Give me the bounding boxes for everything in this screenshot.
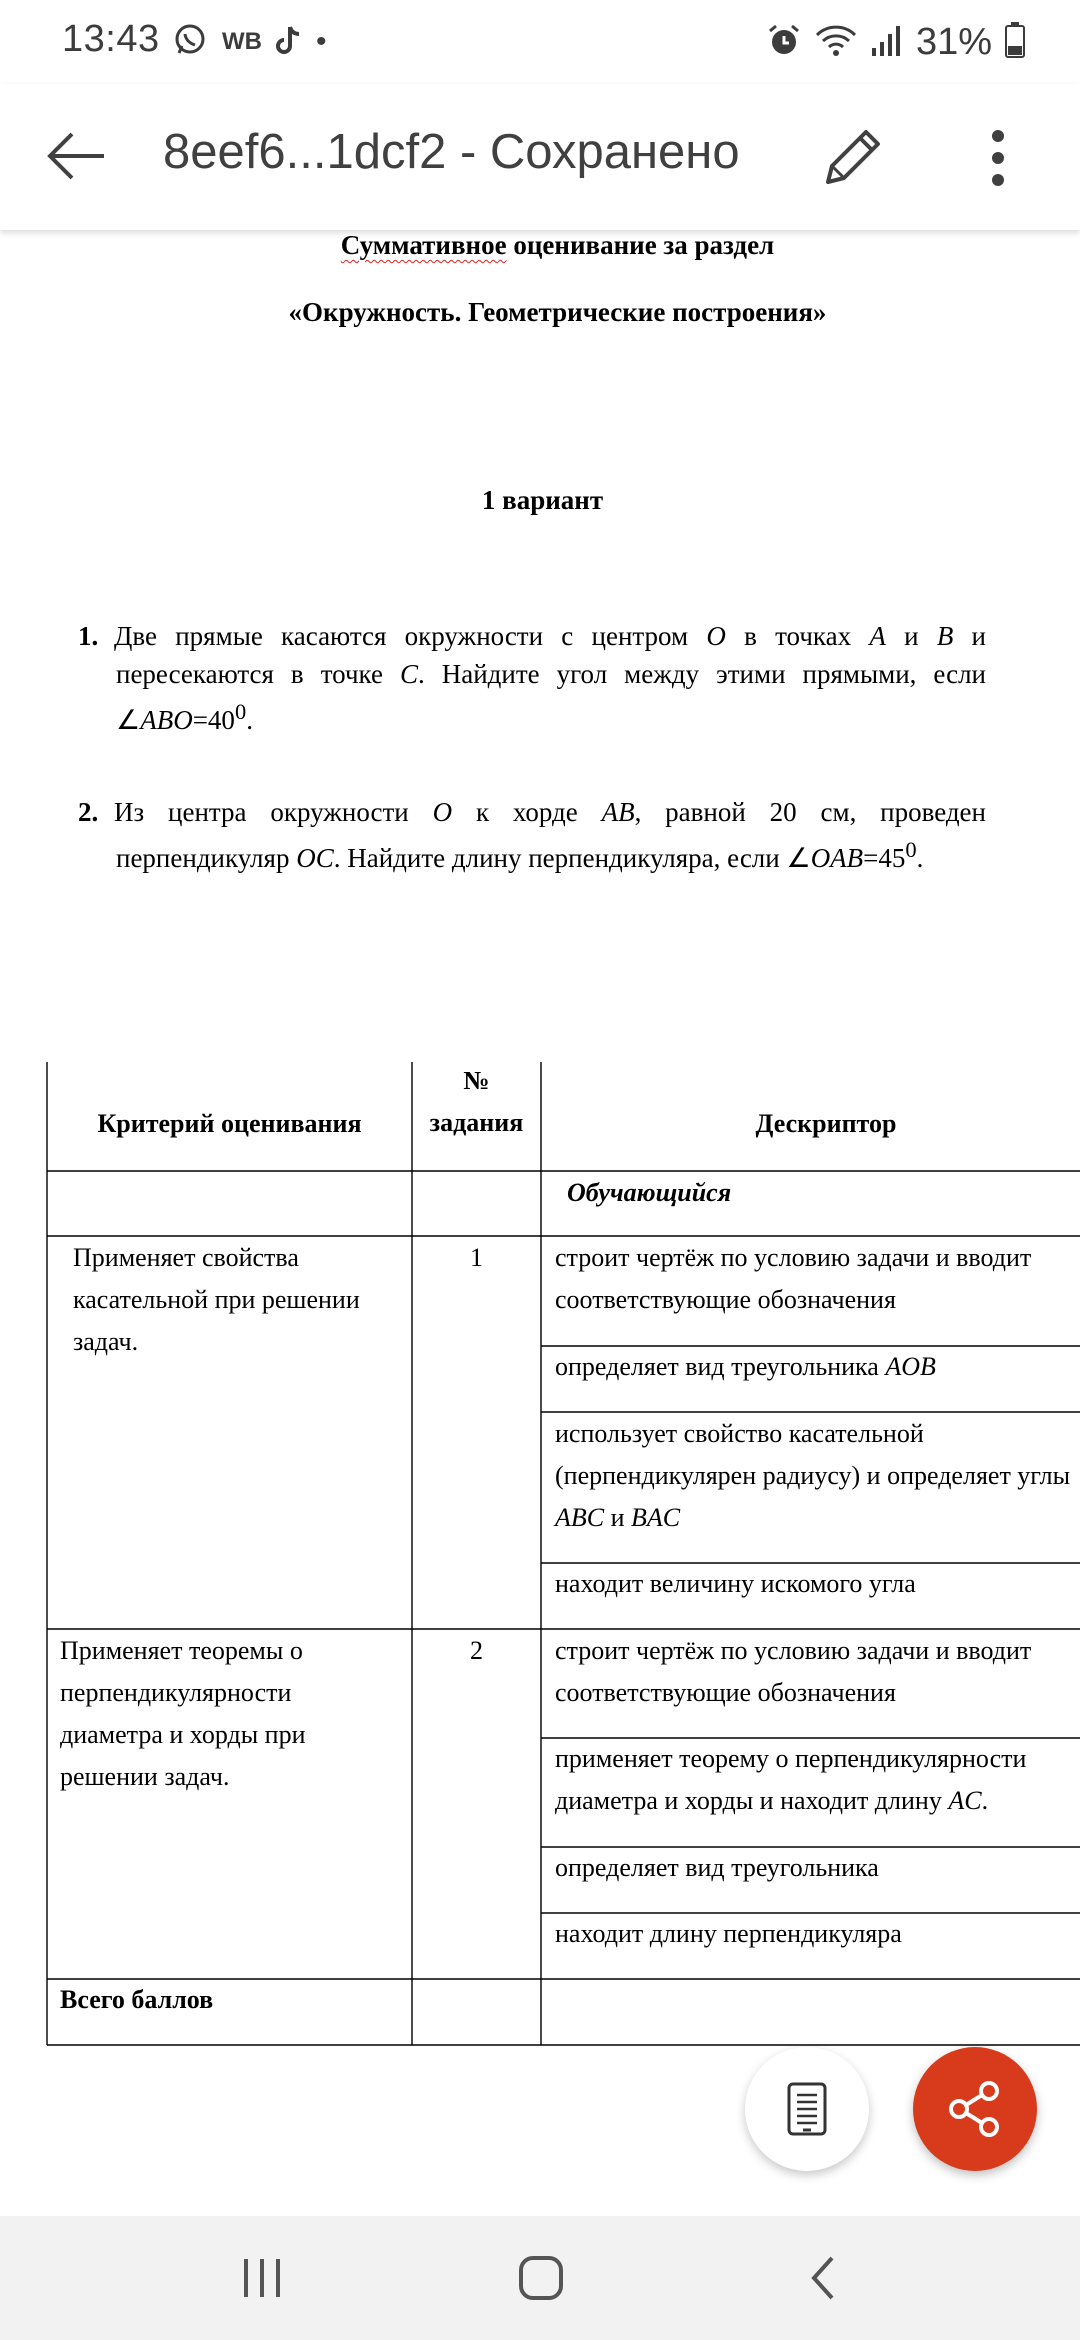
edit-button[interactable] — [812, 118, 892, 198]
home-button[interactable] — [491, 2236, 591, 2320]
wb-notification-icon: WB — [222, 28, 262, 55]
descriptor-1-4: находит величину искомого угла — [555, 1569, 916, 1598]
pencil-icon — [820, 126, 884, 190]
system-icons — [766, 18, 1026, 66]
app-bar — [0, 84, 1080, 230]
more-options-button[interactable] — [970, 118, 1026, 198]
share-button[interactable] — [913, 2047, 1037, 2171]
more-notifications-dot: • — [315, 25, 327, 58]
back-button[interactable] — [38, 118, 114, 194]
descriptor-2-1: строит чертёж по условию задачи и вводит соответствующие обозначения — [555, 1636, 1032, 1707]
student-label: Обучающийся — [567, 1178, 732, 1207]
whatsapp-icon — [172, 22, 208, 63]
task-number-2: 2 — [470, 1636, 483, 1665]
battery-icon — [1004, 21, 1026, 64]
descriptor-2-3: определяет вид треугольника — [555, 1853, 879, 1882]
tiktok-icon — [276, 24, 302, 61]
task-1: 1. Две прямые касаются окружности с центром O в точках A и B и пересекаются в точке C. Найдите угол между этими прямыми, если $\angle ABO=40^0$. — [78, 617, 986, 739]
criterion-1: Применяет свойства касательной при решении задач. — [73, 1243, 360, 1356]
home-icon — [518, 2255, 564, 2301]
system-navigation-bar — [0, 2216, 1080, 2340]
recent-apps-button[interactable] — [212, 2236, 312, 2320]
recent-apps-icon — [240, 2257, 284, 2299]
battery-percent: 31% — [915, 20, 992, 63]
spellcheck-word[interactable]: Суммативное — [340, 230, 507, 260]
share-icon — [943, 2077, 1007, 2141]
descriptor-1-2: определяет вид треугольника AOB — [555, 1352, 936, 1381]
task-number-1: 1 — [470, 1243, 483, 1272]
task-2-text: Из центра окружности O к хорде AB, равной 20 см, проведен перпендикуляр OC. Найдите длину перпендикуляра, если $\angle OAB=45^0$. — [114, 797, 986, 873]
status-bar — [0, 0, 1080, 84]
col-header-descriptor: Дескриптор — [755, 1109, 897, 1138]
task-1-text: Две прямые касаются окружности с центром O в точках A и B и пересекаются в точке C. Найдите угол между этими прямыми, если $\angle ABO=40^0$. — [114, 621, 987, 735]
col-header-criterion: Критерий оценивания — [97, 1109, 362, 1138]
task-2: 2. Из центра окружности O к хорде AB, равной 20 см, проведен перпендикуляр OC. Найдите длину перпендикуляра, если $\angle OAB=45^0$. — [78, 793, 986, 877]
variant-label: 1 вариант — [481, 485, 604, 515]
doc-subheading: «Окружность. Геометрические построения» — [288, 297, 827, 327]
descriptor-2-2: применяет теорему о перпендикулярности диаметра и хорды и находит длину AC. — [555, 1744, 1027, 1815]
arrow-left-icon — [46, 131, 106, 181]
chevron-left-icon — [808, 2255, 838, 2301]
more-vertical-icon — [990, 128, 1006, 188]
system-back-button[interactable] — [773, 2236, 873, 2320]
status-time: 13:43 — [62, 18, 160, 60]
signal-icon — [870, 22, 904, 63]
reading-mode-button[interactable] — [745, 2047, 869, 2171]
alarm-icon — [766, 22, 802, 63]
descriptor-2-4: находит длину перпендикуляра — [555, 1919, 902, 1948]
descriptor-1-3: использует свойство касательной (перпендикулярен радиусу) и определяет углы ABC и BAC — [555, 1419, 1071, 1532]
notification-icons — [172, 20, 327, 64]
col-header-task-number: № задания — [429, 1066, 524, 1137]
criterion-2: Применяет теоремы о перпендикулярности диаметра и хорды при решении задач. — [60, 1636, 306, 1791]
doc-heading: Суммативное оценивание за раздел — [340, 230, 775, 260]
wifi-icon — [814, 22, 858, 63]
document-title: 8eef6...1dcf2 - Сохранено — [163, 125, 740, 179]
document-reader-icon — [785, 2081, 829, 2137]
total-points-label: Всего баллов — [60, 1985, 214, 2014]
descriptor-1-1: строит чертёж по условию задачи и вводит соответствующие обозначения — [555, 1243, 1032, 1314]
